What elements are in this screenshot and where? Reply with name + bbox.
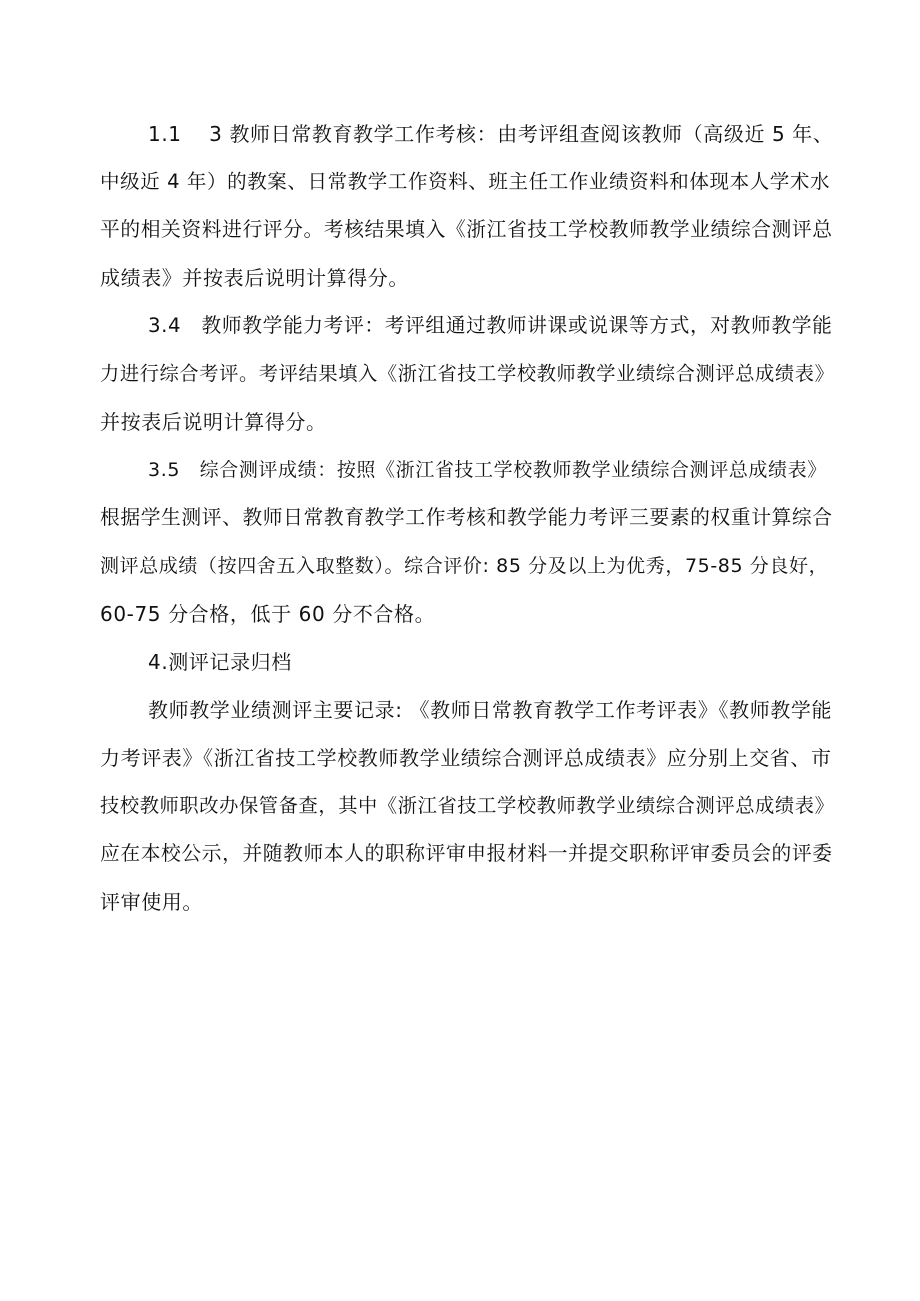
paragraph-line: 测评总成绩（按四舍五入取整数）。综合评价: 85 分及以上为优秀，75-85 分良好， xyxy=(100,555,829,577)
paragraph-line: 力进行综合考评。考评结果填入《浙江省技工学校教师教学业绩综合测评总成绩表》 xyxy=(100,362,835,385)
paragraph-line: 技校教师职改办保管备查，其中《浙江省技工学校教师教学业绩综合测评总成绩表》 xyxy=(100,794,835,817)
paragraph-line: 平的相关资料进行评分。考核结果填入《浙江省技工学校教师教学业绩综合测评总 xyxy=(100,218,833,241)
paragraph-line: 3.5 综合测评成绩：按照《浙江省技工学校教师教学业绩综合测评总成绩表》 xyxy=(148,459,827,481)
paragraph-line: 根据学生测评、教师日常教育教学工作考核和教学能力考评三要素的权重计算综合 xyxy=(100,506,833,529)
paragraph-1-1 xyxy=(100,110,834,302)
paragraph-3-5 xyxy=(100,446,834,638)
paragraph-line: 3.4 教师教学能力考评：考评组通过教师讲课或说课等方式，对教师教学能 xyxy=(148,314,833,337)
section-heading-text: 4.测评记录归档 xyxy=(148,650,292,674)
paragraph-4-body xyxy=(100,686,834,926)
document-body xyxy=(100,110,834,926)
paragraph-line: 并按表后说明计算得分。 xyxy=(100,410,327,434)
paragraph-3-4 xyxy=(100,302,834,446)
section-heading-4 xyxy=(100,638,834,686)
paragraph-line: 应在本校公示，并随教师本人的职称评审申报材料一并提交职称评审委员会的评委 xyxy=(100,842,833,865)
paragraph-line: 中级近 4 年）的教案、日常教学工作资料、班主任工作业绩资料和体现本人学术水 xyxy=(100,170,831,193)
paragraph-line: 力考评表》《浙江省技工学校教师教学业绩综合测评总成绩表》应分别上交省、市 xyxy=(100,746,832,770)
paragraph-line: 60-75 分合格，低于 60 分不合格。 xyxy=(100,602,436,626)
paragraph-line: 教师教学业绩测评主要记录: 《教师日常教育教学工作考评表》《教师教学能 xyxy=(148,698,833,722)
paragraph-line: 评审使用。 xyxy=(100,890,203,914)
paragraph-line: 1.1 3 教师日常教育教学工作考核：由考评组查阅该教师（高级近 5 年、 xyxy=(148,122,834,146)
paragraph-line: 成绩表》并按表后说明计算得分。 xyxy=(100,266,409,290)
